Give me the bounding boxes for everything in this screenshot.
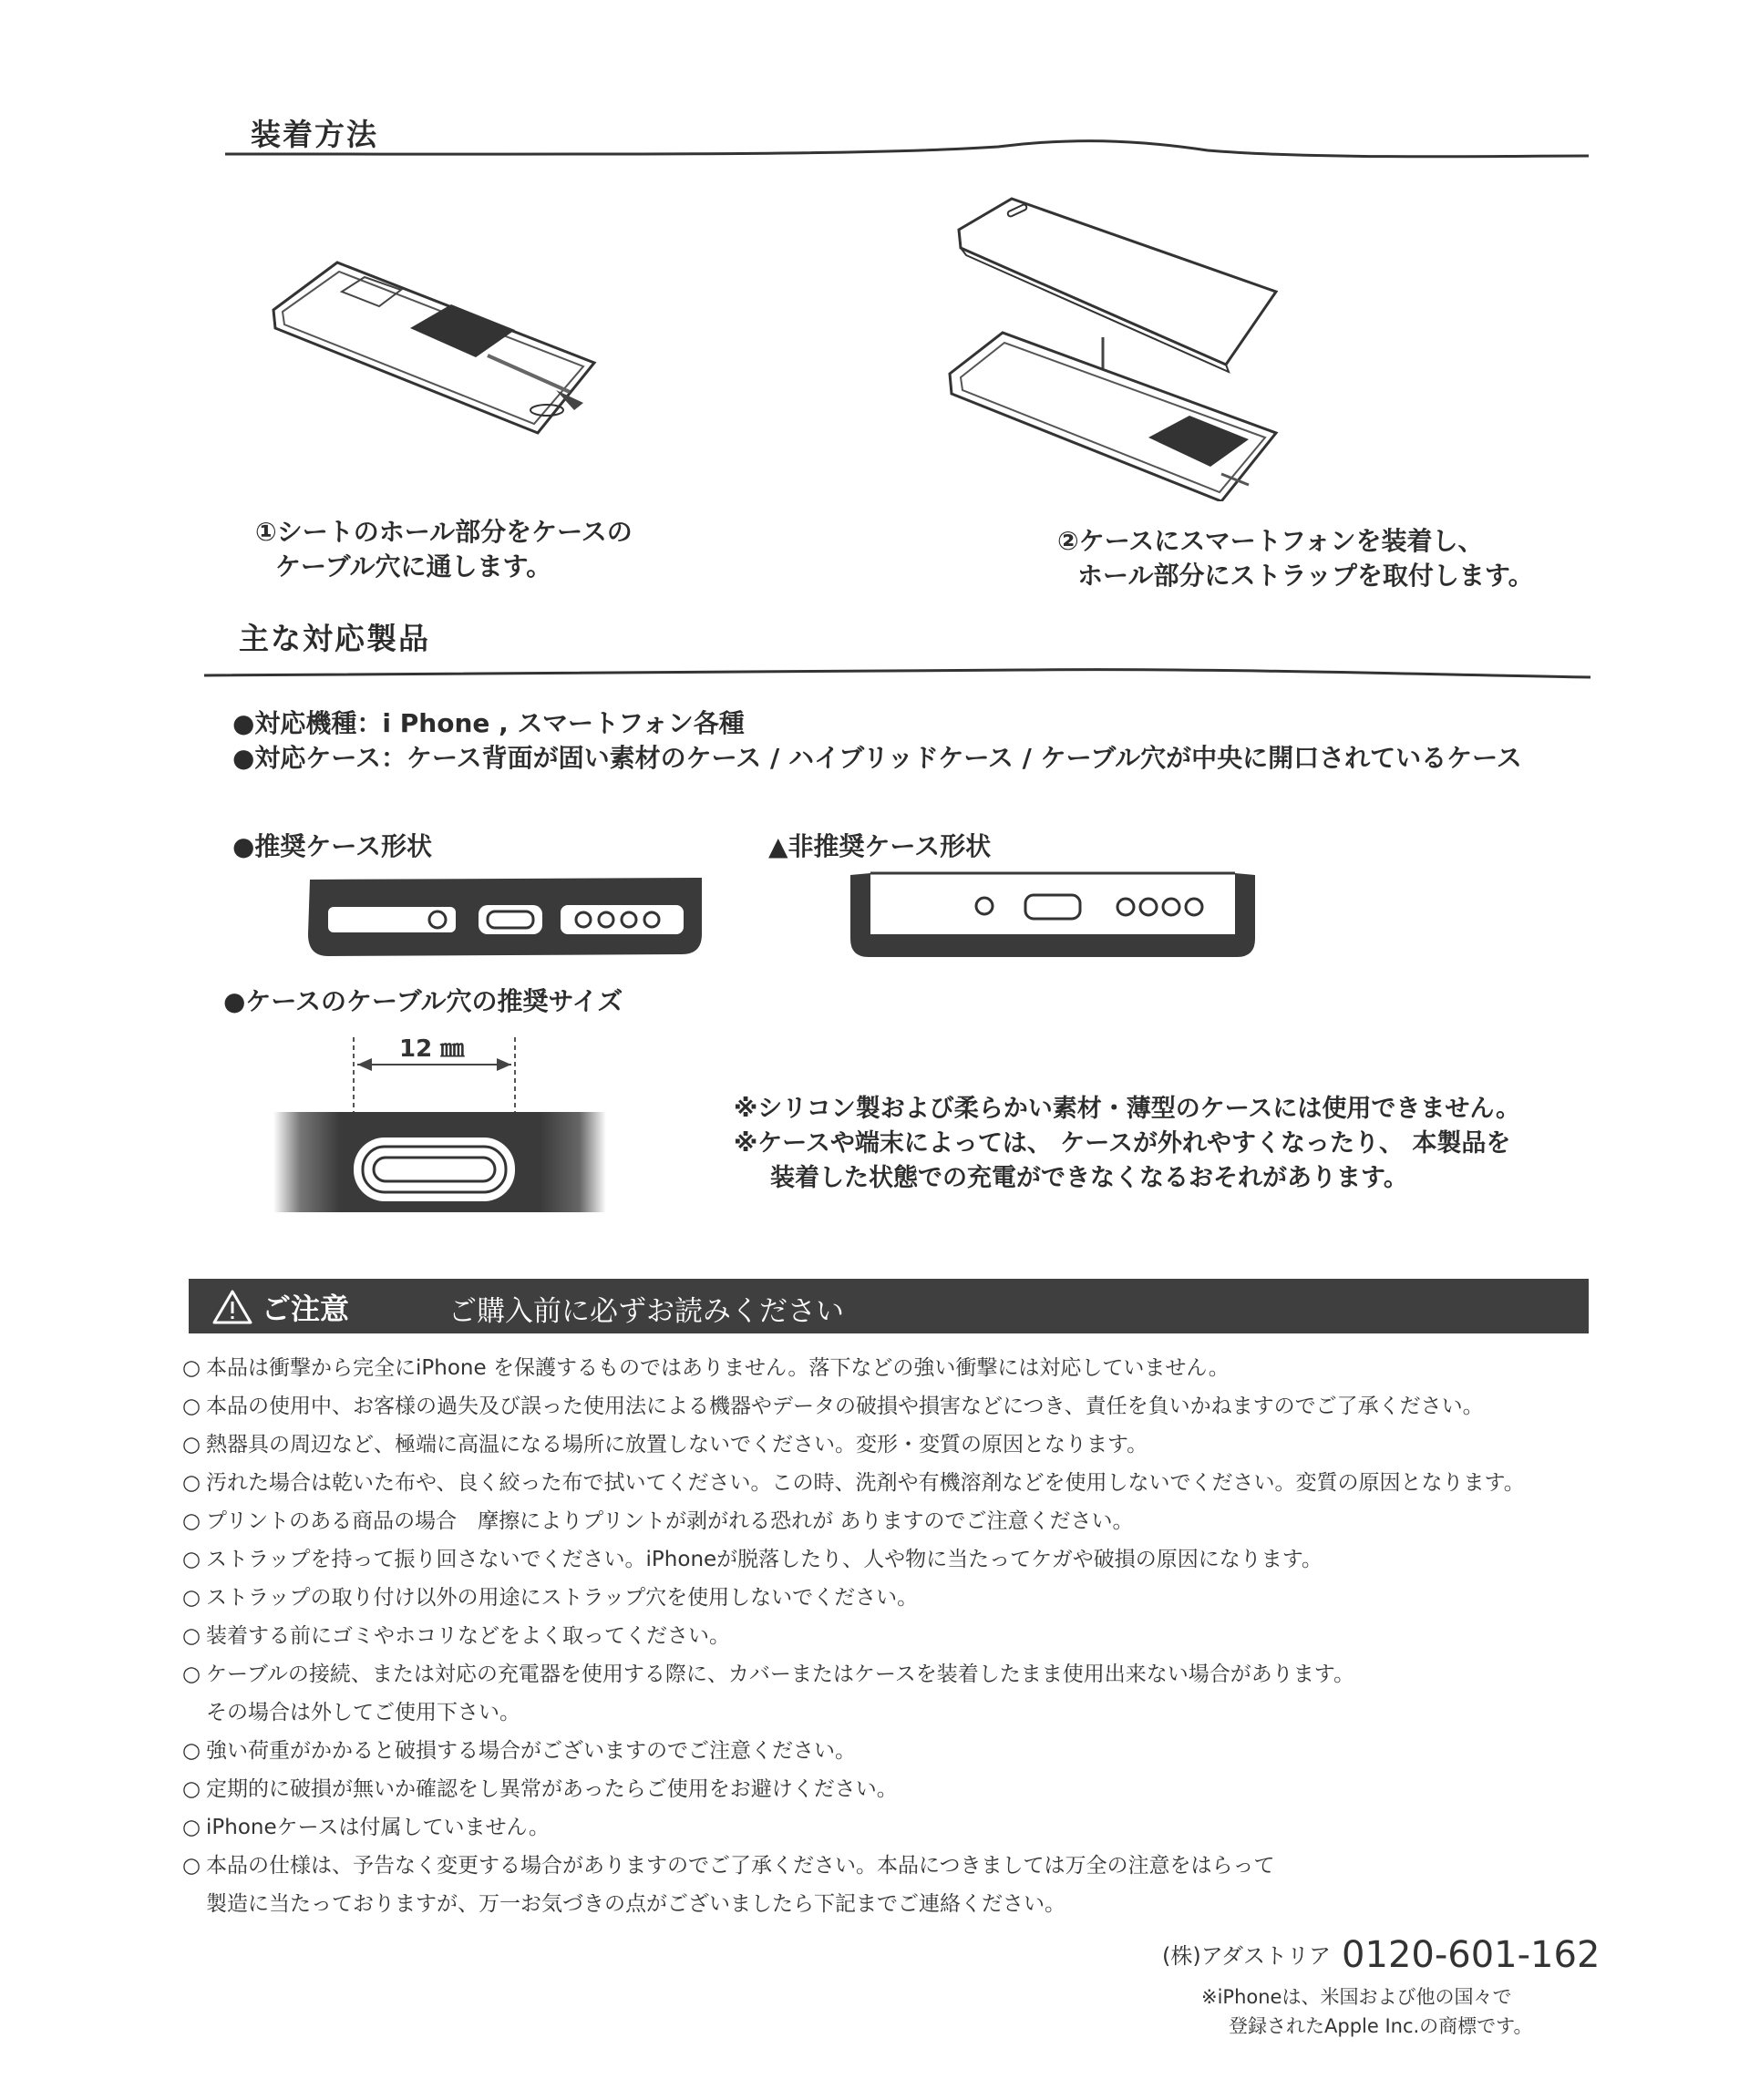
- hole-size-label: ●ケースのケーブル穴の推奨サイズ: [223, 986, 623, 1016]
- caution-item: ○ 汚れた場合は乾いた布や、良く絞った布で拭いてください。この時、洗剤や有機溶剤などを使用しないでください。変質の原因となります。: [182, 1471, 1525, 1495]
- step-2-line-2: ホール部分にストラップを取付します。: [1077, 561, 1534, 591]
- spec-models: ●対応機種：i Phone , スマートフォン各種: [232, 708, 745, 738]
- contact-info: [1162, 1934, 1600, 1976]
- recommended-case-shape: [301, 870, 711, 962]
- caution-item-continued: その場合は外してご使用下さい。: [206, 1701, 520, 1724]
- note-1: ※シリコン製および柔らかい素材・薄型のケースには使用できません。: [734, 1095, 1520, 1123]
- trademark-line-1: ※iPhoneは、米国および他の国々で: [1201, 1986, 1512, 2008]
- caution-item: ○ プリントのある商品の場合 摩擦によりプリントが剥がれる恐れが ありますのでご注意ください。: [182, 1509, 1134, 1533]
- caution-item: ○ ストラップを持って振り回さないでください。iPhoneが脱落したり、人や物に当たってケガや破損の原因になります。: [182, 1548, 1323, 1571]
- caution-item-continued: 製造に当たっておりますが、万一お気づきの点がございましたら下記までご連絡ください。: [206, 1892, 1065, 1916]
- caution-banner-text: ご購入前に必ずお読みください: [448, 1295, 844, 1328]
- phone-number: 0120-601-162: [1342, 1934, 1601, 1976]
- compatible-specs: [232, 706, 1522, 776]
- usage-notes: [734, 1092, 1520, 1196]
- case-sheet-illustration: [264, 255, 611, 447]
- caution-list: [182, 1349, 1604, 1923]
- caution-label: ご注意: [262, 1292, 350, 1326]
- step-1-line-1: ①シートのホール部分をケースの: [255, 517, 633, 547]
- caution-item: ○ 装着する前にゴミやホコリなどをよく取ってください。: [182, 1624, 730, 1648]
- step-1-line-2: ケーブル穴に通します。: [275, 551, 552, 582]
- step-1-caption: [255, 515, 633, 584]
- trademark-notice: [1201, 1982, 1533, 2041]
- section-divider-2: [202, 661, 1592, 688]
- phone-case-illustration: [948, 191, 1294, 501]
- caution-item: ○ 強い荷重がかかると破損する場合がございますのでご注意ください。: [182, 1739, 856, 1763]
- recommended-shape-label: ●推奨ケース形状: [232, 831, 433, 861]
- caution-item: ○ ストラップの取り付け以外の用途にストラップ穴を使用しないでください。: [182, 1586, 919, 1610]
- not-recommended-case-shape: [843, 866, 1262, 962]
- caution-item: ○ ケーブルの接続、または対応の充電器を使用する際に、カバーまたはケースを装着したまま使用出来ない場合があります。: [182, 1662, 1354, 1686]
- not-recommended-shape-label: ▲非推奨ケース形状: [768, 831, 992, 861]
- step-2-line-1: ②ケースにスマートフォンを装着し、: [1057, 526, 1484, 556]
- hole-size-dimension: 12 ㎜: [399, 1035, 465, 1063]
- note-2: ※ケースや端末によっては、 ケースが外れやすくなったり、 本製品を: [734, 1129, 1511, 1158]
- company-name: (株)アダストリア: [1162, 1943, 1332, 1969]
- caution-item: ○ 定期的に破損が無いか確認をし異常があったらご使用をお避けください。: [182, 1777, 898, 1801]
- trademark-line-2: 登録されたApple Inc.の商標です。: [1229, 2015, 1533, 2037]
- caution-item: ○ 本品の使用中、お客様の過失及び誤った使用法による機器やデータの破損や損害などにつき、責任を負いかねますのでご了承ください。: [182, 1395, 1484, 1418]
- step-2-caption: [1057, 524, 1534, 593]
- caution-item: ○ 本品は衝撃から完全にiPhone を保護するものではありません。落下などの強い衝撃には対応していません。: [182, 1356, 1230, 1380]
- caution-item: ○ iPhoneケースは付属していません。: [182, 1816, 550, 1839]
- caution-item: ○ 本品の仕様は、予告なく変更する場合がありますのでご了承ください。本品につきましては万全の注意をはらって: [182, 1854, 1275, 1878]
- spec-cases: ●対応ケース：ケース背面が固い素材のケース / ハイブリッドケース / ケーブル穴が中央に開口されているケース: [232, 743, 1522, 773]
- section-title-compatible-products: 主な対応製品: [239, 621, 430, 656]
- note-3: 装着した状態での充電ができなくなるおそれがあります。: [770, 1164, 1408, 1192]
- caution-item: ○ 熱器具の周辺など、極端に高温になる場所に放置しないでください。変形・変質の原因となります。: [182, 1433, 1148, 1457]
- warning-icon: [211, 1288, 253, 1326]
- section-title-installation: 装着方法: [251, 117, 378, 152]
- caution-banner: [189, 1279, 1589, 1333]
- section-divider: [223, 132, 1590, 169]
